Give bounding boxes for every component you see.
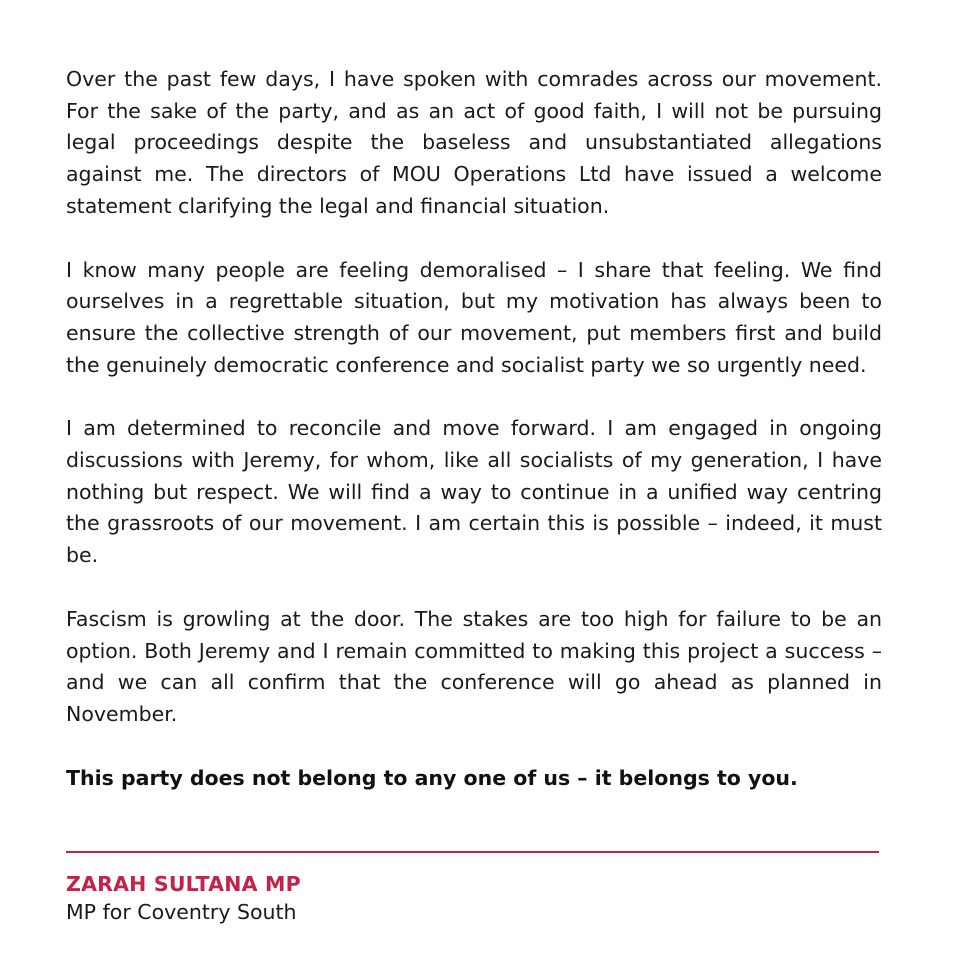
statement-paragraph-4: Fascism is growling at the door. The stakes are too high for failure to be an option. Both Jeremy and I remain committed to making this project a success – and we can all confirm that the conference will go ahead as planned in November.: [66, 606, 882, 726]
statement-paragraph-2: I know many people are feeling demoralised – I share that feeling. We find ourselves in a regrettable situation, but my motivation has always been to ensure the collective strength of our movement, put members first and build the genuinely democratic conference and socialist party we so urgently need.: [66, 257, 882, 377]
statement-body: [66, 64, 882, 794]
closing-statement: This party does not belong to any one of us – it belongs to you.: [66, 765, 798, 790]
signatory-role: MP for Coventry South: [66, 900, 297, 924]
signature-divider: [66, 851, 879, 853]
signatory-name: ZARAH SULTANA MP: [66, 872, 301, 896]
statement-paragraph-1: Over the past few days, I have spoken with comrades across our movement. For the sake of the party, and as an act of good faith, I will not be pursuing legal proceedings despite the baseless and unsubstantiated allegations against me. The directors of MOU Operations Ltd have issued a welcome statement clarifying the legal and financial situation.: [66, 67, 882, 218]
signature-block: [66, 870, 301, 926]
statement-paragraph-3: I am determined to reconcile and move forward. I am engaged in ongoing discussions with Jeremy, for whom, like all socialists of my generation, I have nothing but respect. We will find a way to continue in a unified way centring the grassroots of our movement. I am certain this is possible – indeed, it must be.: [66, 416, 882, 568]
